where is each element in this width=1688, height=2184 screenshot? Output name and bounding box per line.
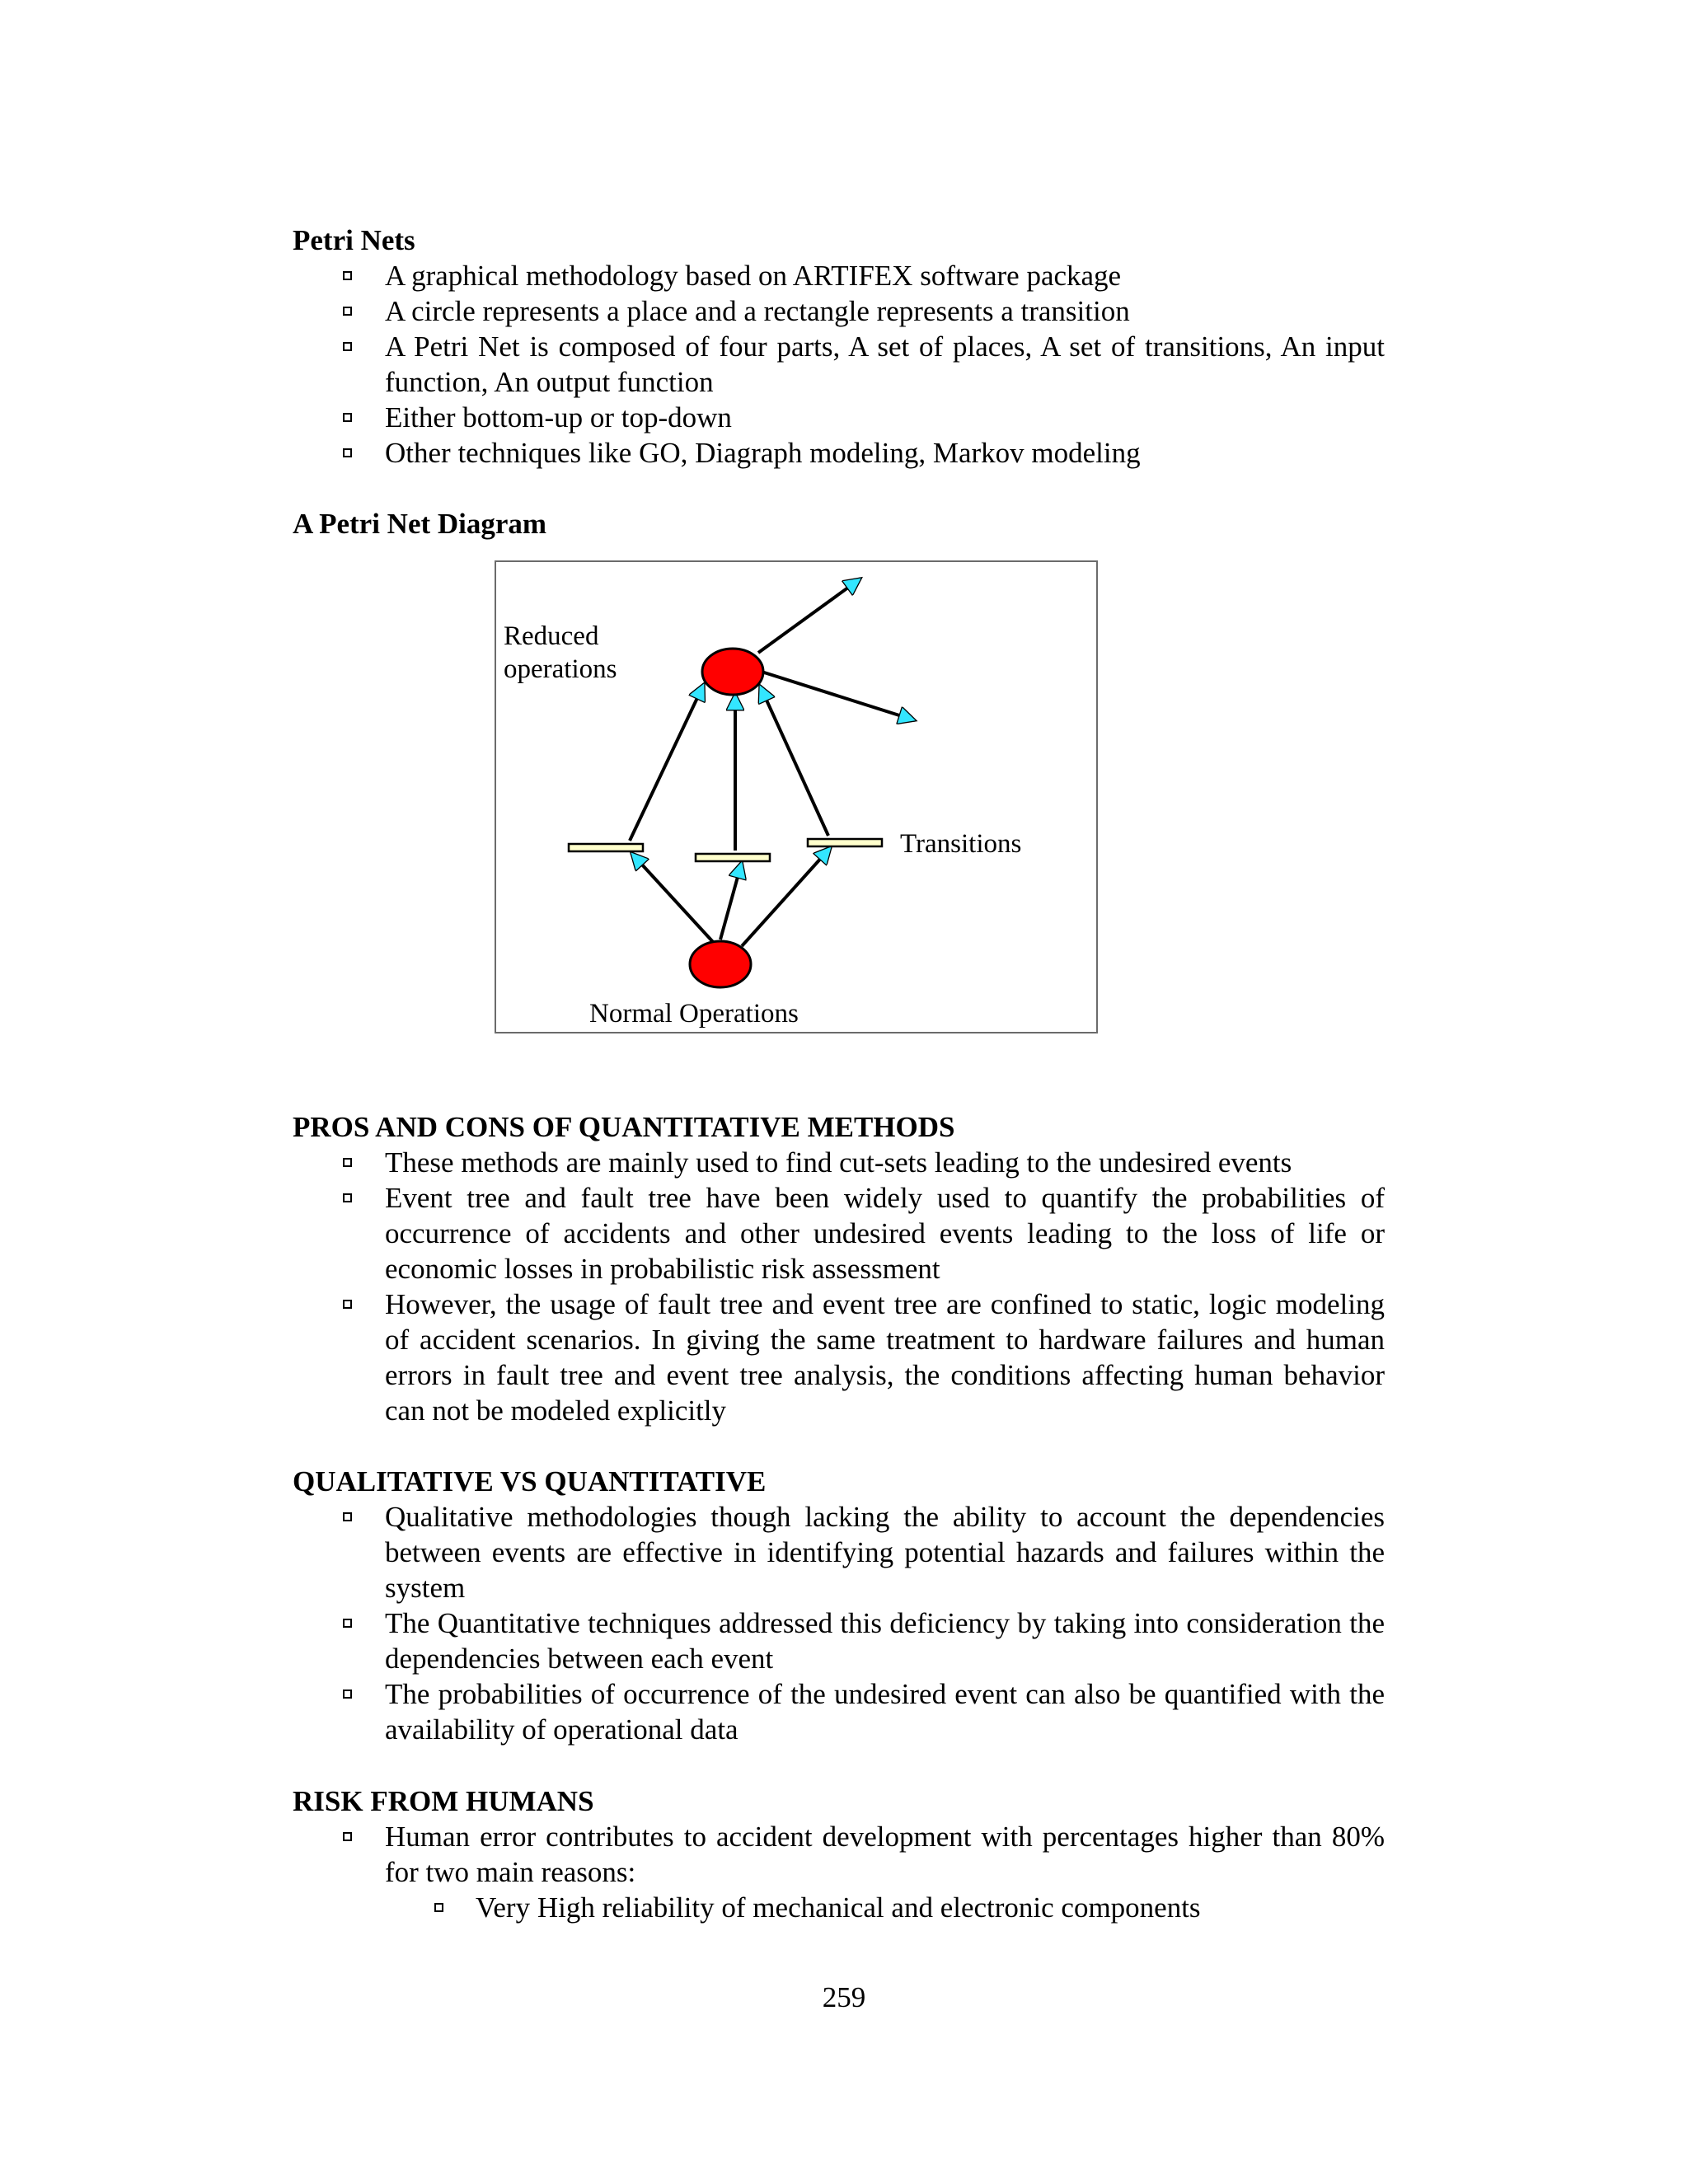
list-item [293, 329, 1385, 400]
bullet-text: A graphical methodology based on ARTIFEX software package [385, 260, 1122, 292]
section-petri-nets [293, 223, 1385, 471]
transition-2 [696, 854, 770, 861]
arc-reduced-out-2 [762, 672, 915, 720]
bullet-text: Other techniques like GO, Diagraph modeling, Markov modeling [385, 437, 1141, 469]
transition-3 [808, 839, 882, 846]
arc-transition-3-to-reduced [760, 686, 828, 836]
list-item [293, 1499, 1385, 1605]
bullet-text: These methods are mainly used to find cut-sets leading to the undesired events [385, 1146, 1292, 1179]
petri-net-diagram [495, 560, 1098, 1033]
bullet-text: A circle represents a place and a rectangle represents a transition [385, 295, 1130, 327]
label-reduced-line1: Reduced [504, 621, 599, 651]
list-item [293, 435, 1385, 471]
arc-normal-to-transition-2 [720, 862, 742, 940]
checkbox-bullet-icon [343, 1300, 352, 1309]
bullet-text: However, the usage of fault tree and event tree are confined to static, logic modeling of accident scenarios. In giving the same treatment to hardware failures and human errors in fault tree and event tree analysis, the conditions affecting human behavior can not be modeled explicitly [385, 1288, 1385, 1427]
label-transitions: Transitions [900, 829, 1022, 859]
section-diagram-heading [293, 506, 1385, 541]
heading-risk-humans: RISK FROM HUMANS [293, 1785, 594, 1817]
heading-petri-nets: Petri Nets [293, 224, 415, 256]
list-item [293, 1605, 1385, 1676]
heading-petri-net-diagram: A Petri Net Diagram [293, 508, 547, 540]
checkbox-bullet-icon [343, 1690, 352, 1699]
place-normal-operations [690, 941, 751, 987]
qual-vs-quant-bullet-list [293, 1499, 1385, 1747]
checkbox-bullet-icon [343, 1512, 352, 1521]
bullet-text: The Quantitative techniques addressed this deficiency by taking into consideration the dependencies between each event [385, 1607, 1385, 1675]
label-normal-operations: Normal Operations [589, 999, 799, 1029]
checkbox-bullet-icon [343, 1193, 352, 1202]
bullet-text: Very High reliability of mechanical and electronic components [476, 1891, 1201, 1924]
checkbox-bullet-icon [434, 1903, 443, 1912]
checkbox-bullet-icon [343, 271, 352, 280]
transition-1 [569, 844, 643, 851]
section-risk-humans [293, 1783, 1385, 1925]
bullet-text: Event tree and fault tree have been widely used to quantify the probabilities of occurrence of accidents and other undesired events leading to the loss of life or economic losses in probabilistic risk assessment [385, 1182, 1385, 1285]
list-item [293, 1286, 1385, 1428]
list-item [293, 1819, 1385, 1890]
list-item [293, 1145, 1385, 1180]
list-item [293, 1676, 1385, 1747]
list-item [293, 293, 1385, 329]
checkbox-bullet-icon [343, 1619, 352, 1628]
section-pros-cons [293, 1109, 1385, 1428]
arc-transition-1-to-reduced [630, 684, 704, 841]
heading-qual-vs-quant: QUALITATIVE VS QUANTITATIVE [293, 1465, 767, 1497]
checkbox-bullet-icon [343, 1832, 352, 1841]
risk-humans-bullet-list [293, 1819, 1385, 1890]
risk-humans-sub-bullet-list [293, 1890, 1385, 1925]
section-qual-vs-quant [293, 1464, 1385, 1747]
pros-cons-bullet-list [293, 1145, 1385, 1428]
list-item [293, 258, 1385, 293]
bullet-text: Qualitative methodologies though lacking the ability to account the dependencies between events are effective in identifying potential hazards and failures within the system [385, 1501, 1385, 1604]
bullet-text: The probabilities of occurrence of the undesired event can also be quantified with the availability of operational data [385, 1678, 1385, 1746]
list-item [293, 1890, 1385, 1925]
checkbox-bullet-icon [343, 413, 352, 422]
label-reduced-line2: operations [504, 654, 617, 684]
list-item [293, 400, 1385, 435]
checkbox-bullet-icon [343, 1158, 352, 1167]
page-number: 259 [822, 1981, 866, 2013]
heading-pros-cons: PROS AND CONS OF QUANTITATIVE METHODS [293, 1111, 955, 1143]
checkbox-bullet-icon [343, 448, 352, 457]
bullet-text: Human error contributes to accident development with percentages higher than 80% for two main reasons: [385, 1821, 1385, 1888]
bullet-text: Either bottom-up or top-down [385, 401, 732, 434]
arc-normal-to-transition-1 [631, 853, 714, 943]
checkbox-bullet-icon [343, 342, 352, 351]
list-item [293, 1180, 1385, 1286]
arc-reduced-out-1 [758, 579, 860, 653]
petri-nets-bullet-list [293, 258, 1385, 471]
bullet-text: A Petri Net is composed of four parts, A set of places, A set of transitions, An input function, An output function [385, 330, 1385, 398]
place-reduced-operations [702, 649, 763, 695]
checkbox-bullet-icon [343, 307, 352, 316]
